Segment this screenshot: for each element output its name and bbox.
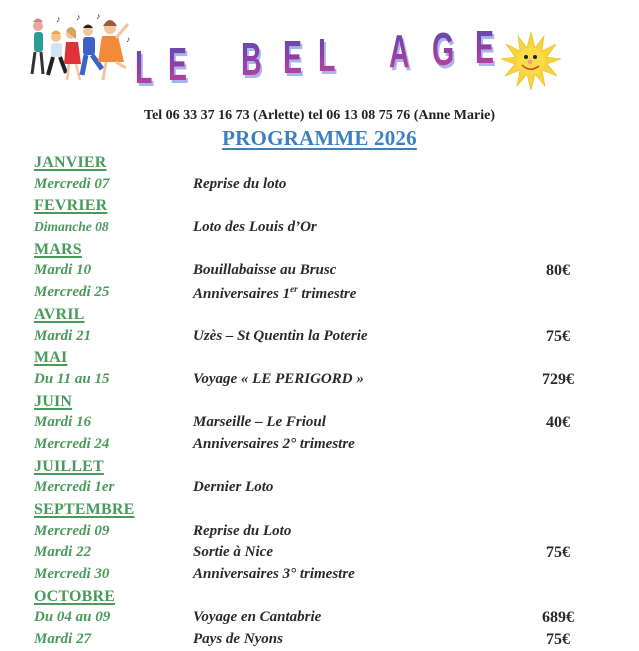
month-heading: JANVIER	[34, 154, 107, 171]
event-row	[34, 217, 594, 239]
event-title: Bouillabaisse au Brusc	[193, 262, 337, 279]
month-row-mars	[34, 239, 594, 261]
event-row	[34, 564, 594, 586]
title-letter-b: B	[241, 33, 262, 85]
event-row	[34, 326, 594, 348]
event-date: Dimanche 08	[34, 219, 109, 235]
event-date: Mardi 27	[34, 631, 92, 648]
event-title: Pays de Nyons	[193, 631, 283, 648]
event-title: Anniversaires 2° trimestre	[193, 435, 355, 452]
event-title: Voyage en Cantabrie	[193, 609, 322, 626]
month-row-juillet	[34, 456, 594, 478]
event-title: Marseille – Le Frioul	[193, 414, 326, 431]
smiling-sun-icon	[500, 30, 562, 92]
header-banner	[0, 0, 639, 100]
title-letter-a: A	[389, 25, 410, 77]
svg-text:♪: ♪	[76, 12, 81, 22]
programme-title-text: PROGRAMME 2026	[222, 126, 417, 150]
svg-text:♪: ♪	[126, 35, 130, 44]
event-title: Anniversaires 3° trimestre	[193, 566, 355, 583]
month-row-fevrier	[34, 195, 594, 217]
event-row	[34, 607, 594, 629]
title-letter-l: L	[135, 41, 153, 93]
event-title-part: Anniversaires 1	[193, 286, 291, 303]
event-row	[34, 521, 594, 543]
event-price: 729€	[542, 370, 574, 388]
event-date: Mercredi 24	[34, 435, 110, 452]
event-date: Mardi 10	[34, 262, 92, 279]
event-title	[193, 284, 356, 303]
title-letter-g: G	[432, 23, 455, 75]
event-title: Reprise du Loto	[193, 522, 292, 539]
month-heading: MARS	[34, 240, 82, 258]
event-title: Voyage « LE PERIGORD »	[193, 370, 364, 387]
dancing-people-icon	[26, 12, 136, 90]
event-title: Reprise du loto	[193, 175, 287, 192]
title-letter-l2: L	[318, 29, 336, 81]
title-letter-e2: E	[283, 31, 303, 83]
ordinal-superscript: er	[290, 284, 298, 295]
event-row	[34, 412, 594, 434]
event-date: Mercredi 1er	[34, 479, 115, 496]
event-title: Uzès – St Quentin la Poterie	[193, 327, 368, 344]
title-letter-e3: E	[475, 21, 495, 73]
title-letter-e: E	[168, 38, 188, 90]
month-heading: MAI	[34, 349, 68, 367]
svg-text:♪: ♪	[56, 14, 61, 24]
svg-text:♪: ♪	[96, 12, 101, 21]
month-row-mai	[34, 347, 594, 369]
month-row-janvier	[34, 152, 594, 174]
month-row-avril	[34, 304, 594, 326]
event-title-part: trimestre	[297, 286, 357, 303]
month-row-septembre	[34, 499, 594, 521]
event-date: Mardi 21	[34, 327, 92, 344]
month-row-octobre	[34, 586, 594, 608]
month-heading: JUILLET	[34, 457, 104, 475]
event-date: Mardi 22	[34, 544, 92, 561]
month-heading: AVRIL	[34, 305, 85, 323]
event-price: 75€	[546, 544, 570, 562]
event-date: Du 04 au 09	[34, 609, 111, 626]
event-price: 689€	[542, 609, 574, 627]
event-row	[34, 369, 594, 391]
event-title: Loto des Louis d’Or	[193, 219, 317, 236]
event-row	[34, 542, 594, 564]
month-heading: FEVRIER	[34, 197, 108, 215]
event-row	[34, 260, 594, 282]
event-title: Dernier Loto	[193, 479, 274, 496]
event-price: 75€	[546, 327, 570, 345]
event-date: Mercredi 09	[34, 522, 110, 539]
month-row-juin	[34, 391, 594, 413]
event-date: Mercredi 25	[34, 284, 110, 301]
event-price: 75€	[546, 631, 570, 649]
event-row	[34, 434, 594, 456]
month-heading: SEPTEMBRE	[34, 501, 135, 518]
month-heading: OCTOBRE	[34, 587, 116, 605]
month-heading: JUIN	[34, 392, 73, 410]
event-price: 80€	[546, 262, 570, 280]
programme-title	[0, 126, 639, 151]
contact-phones: Tel 06 33 37 16 73 (Arlette) tel 06 13 08 75 76 (Anne Marie)	[144, 108, 495, 123]
event-date: Mercredi 30	[34, 566, 110, 583]
event-date: Mercredi 07	[34, 175, 110, 192]
event-price: 40€	[546, 414, 570, 432]
event-date: Mardi 16	[34, 414, 92, 431]
schedule-list	[34, 152, 594, 651]
event-title: Sortie à Nice	[193, 544, 273, 561]
event-row	[34, 282, 594, 304]
event-date: Du 11 au 15	[34, 370, 110, 387]
event-row	[34, 174, 594, 196]
event-row	[34, 477, 594, 499]
